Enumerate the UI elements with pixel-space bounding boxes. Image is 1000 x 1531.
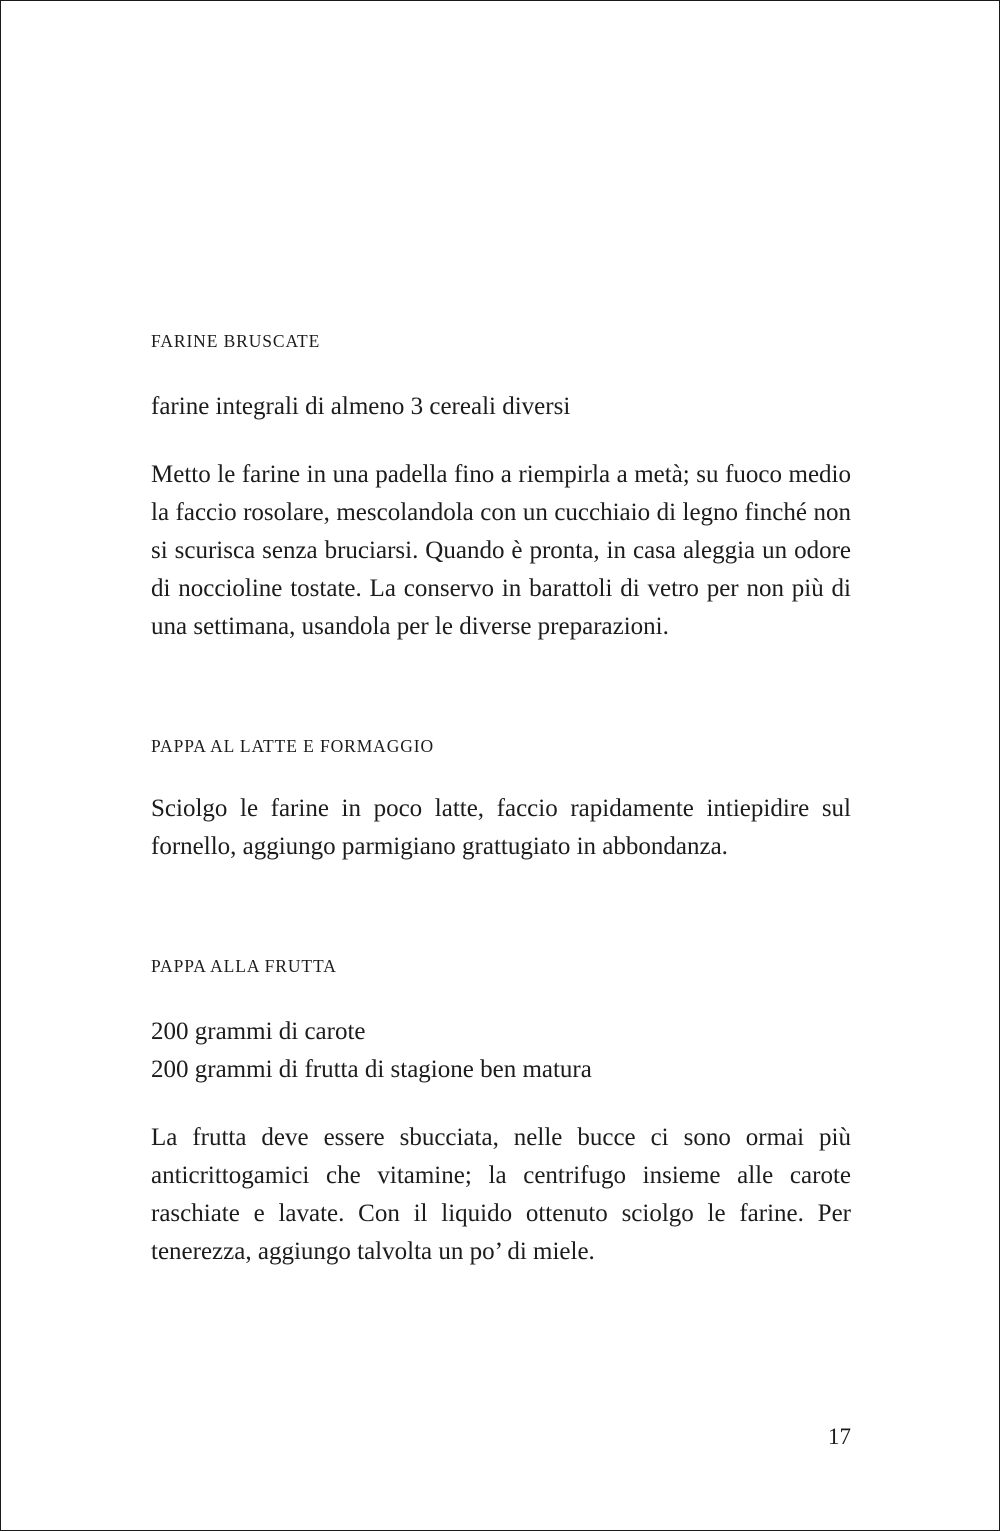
spacer bbox=[151, 426, 851, 456]
recipe-heading: FARINE BRUSCATE bbox=[151, 331, 321, 351]
spacer bbox=[151, 1089, 851, 1119]
ingredient-list bbox=[151, 388, 851, 426]
page-content bbox=[151, 331, 851, 1271]
ingredient-list bbox=[151, 1013, 851, 1089]
section-spacer bbox=[151, 646, 851, 736]
ingredient-item: 200 grammi di carote bbox=[151, 1018, 366, 1045]
recipe-section-farine-bruscate bbox=[151, 331, 851, 646]
section-spacer bbox=[151, 866, 851, 956]
spacer bbox=[151, 977, 851, 1013]
spacer bbox=[151, 757, 851, 790]
recipe-body-text: La frutta deve essere sbucciata, nelle bucce ci sono ormai più anticrittogamici che vitamine; la centrifugo insieme alle carote raschiate e lavate. Con il liquido ottenuto sciolgo le farine. Per tenerezza, aggiungo talvolta un po’ di miele. bbox=[151, 1124, 851, 1265]
spacer bbox=[151, 352, 851, 388]
recipe-heading: PAPPA ALLA FRUTTA bbox=[151, 956, 337, 976]
recipe-body-text: Sciolgo le farine in poco latte, faccio rapidamente intiepidire sul fornello, aggiungo parmigiano grattugiato in abbondanza. bbox=[151, 795, 851, 860]
recipe-section-pappa-alla-frutta bbox=[151, 956, 851, 1271]
recipe-section-pappa-al-latte-e-formaggio bbox=[151, 736, 851, 866]
page-number: 17 bbox=[828, 1424, 851, 1449]
ingredient-item: farine integrali di almeno 3 cereali diversi bbox=[151, 393, 571, 420]
recipe-body-text: Metto le farine in una padella fino a riempirla a metà; su fuoco medio la faccio rosolare, mescolandola con un cucchiaio di legno finché non si scurisca senza bruciarsi. Quando è pronta, in casa aleggia un odore di noccioline tostate. La conservo in barattoli di vetro per non più di una settimana, usandola per le diverse preparazioni. bbox=[151, 461, 851, 640]
ingredient-item: 200 grammi di frutta di stagione ben matura bbox=[151, 1056, 592, 1083]
recipe-heading: PAPPA AL LATTE E FORMAGGIO bbox=[151, 736, 435, 756]
